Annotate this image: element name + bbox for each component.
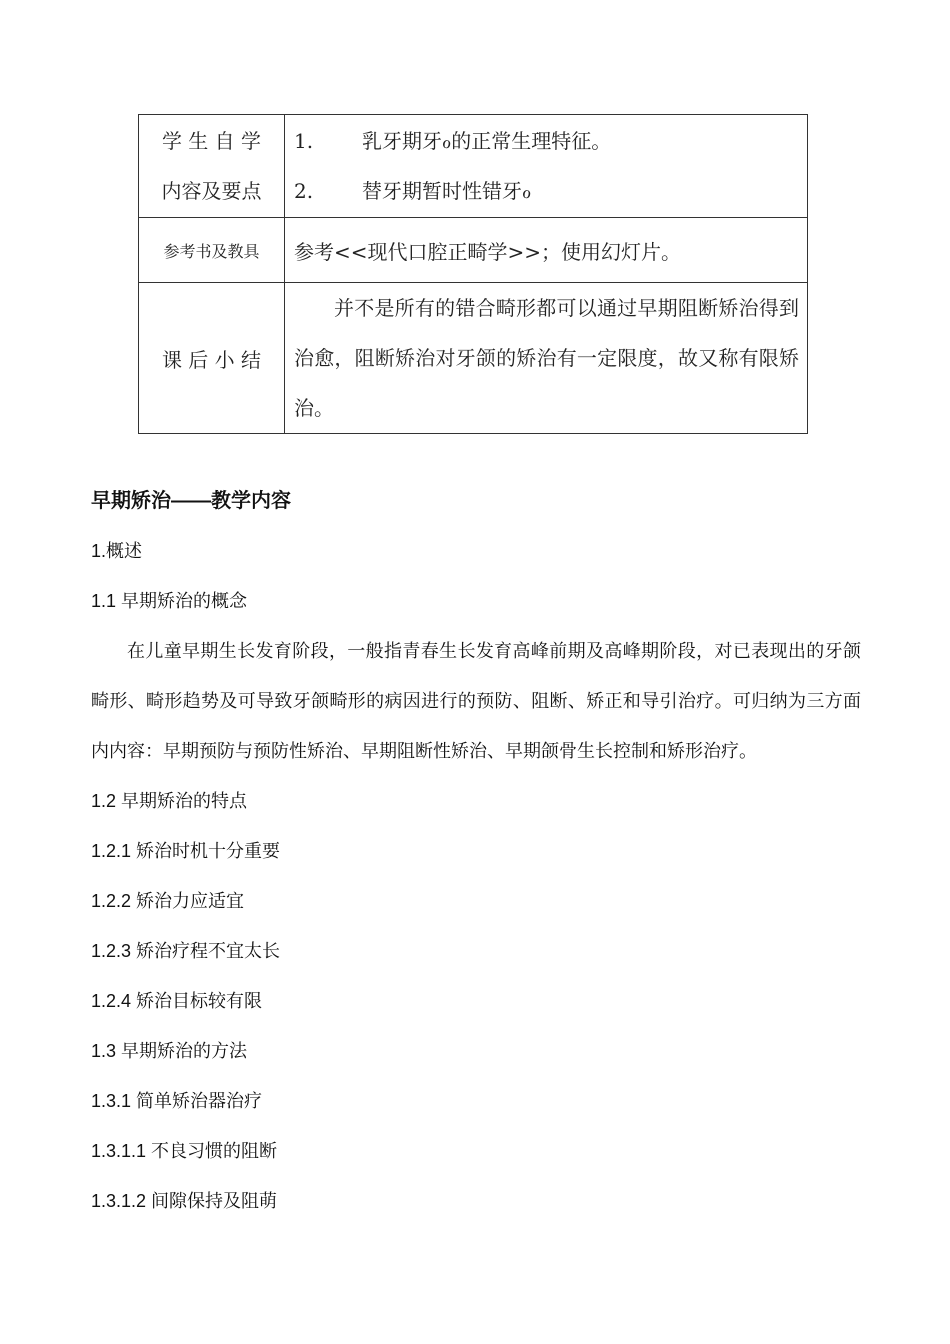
section-1-3-1-2: 1.3.1.2 间隙保持及阻萌 xyxy=(91,1191,278,1211)
section-1-3-1-1: 1.3.1.1 不良习惯的阻断 xyxy=(91,1141,278,1161)
item-number: 2. xyxy=(294,179,314,203)
teaching-content xyxy=(91,476,861,1226)
self-study-label-line2: 内容及要点 xyxy=(161,179,262,203)
section-1-2-3: 1.2.3 矫治疗程不宜太长 xyxy=(91,941,281,961)
section-1-2-2: 1.2.2 矫治力应适宜 xyxy=(91,891,245,911)
item-text: 乳牙期牙ℴ的正常生理特征。 xyxy=(362,129,612,153)
list-item xyxy=(294,116,799,166)
self-study-label-line1: 学 生 自 学 xyxy=(161,129,262,153)
reference-content: 参考<<现代口腔正畸学>>；使用幻灯片。 xyxy=(285,218,808,283)
section-1-2: 1.2 早期矫治的特点 xyxy=(91,791,248,811)
table-row xyxy=(139,283,808,434)
item-number: 1. xyxy=(294,129,314,153)
section-heading: 早期矫治——教学内容 xyxy=(91,490,291,512)
item-text: 替牙期暂时性错牙ℴ xyxy=(362,179,532,203)
summary-label: 课 后 小 结 xyxy=(139,283,285,434)
concept-paragraph: 在儿童早期生长发育阶段，一般指青春生长发育高峰前期及高峰期阶段，对已表现出的牙颌畸形、畸形趋势及可导致牙颌畸形的病因进行的预防、阻断、矫正和导引治疗。可归纳为三方面内内容：早期预防与预防性矫治、早期阻断性矫治、早期颌骨生长控制和矫形治疗。 xyxy=(91,641,861,761)
lesson-info-table xyxy=(138,114,808,434)
table-row xyxy=(139,115,808,218)
self-study-label-cell xyxy=(139,115,285,218)
section-1-1: 1.1 早期矫治的概念 xyxy=(91,591,248,611)
section-1-3: 1.3 早期矫治的方法 xyxy=(91,1041,248,1061)
list-item xyxy=(294,166,799,216)
self-study-content-cell xyxy=(285,115,808,218)
section-1-3-1: 1.3.1 简单矫治器治疗 xyxy=(91,1091,263,1111)
table-row xyxy=(139,218,808,283)
section-1-2-4: 1.2.4 矫治目标较有限 xyxy=(91,991,263,1011)
summary-content: 并不是所有的错合畸形都可以通过早期阻断矫治得到治愈，阻断矫治对牙颌的矫治有一定限度，故又称有限矫治。 xyxy=(285,283,808,434)
section-1: 1.概述 xyxy=(91,541,143,561)
reference-label: 参考书及教具 xyxy=(139,218,285,283)
section-1-2-1: 1.2.1 矫治时机十分重要 xyxy=(91,841,281,861)
